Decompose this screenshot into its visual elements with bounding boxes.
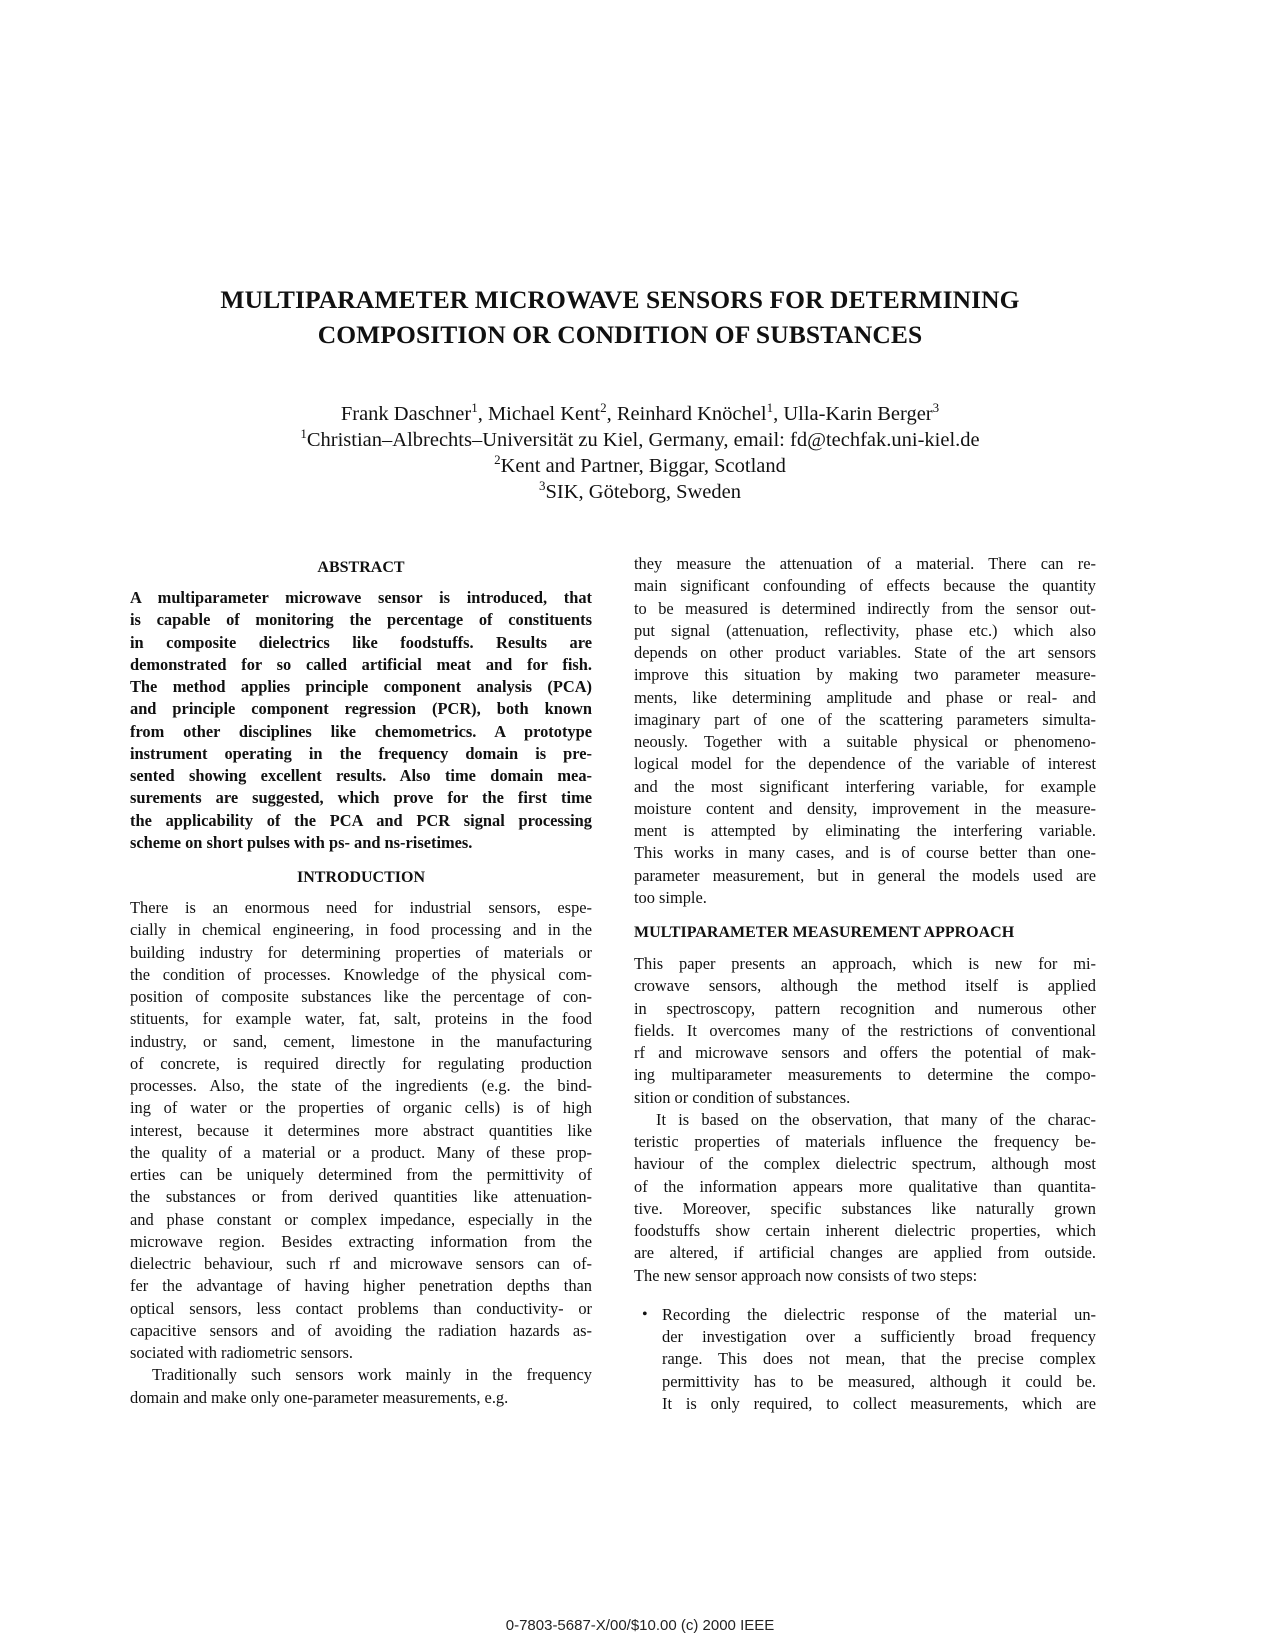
text-line: in spectroscopy, pattern recognition and numerous other — [634, 998, 1096, 1018]
text-line: sition or condition of substances. — [634, 1087, 851, 1107]
text-line: processes. Also, the state of the ingredients (e.g. the bind- — [130, 1076, 592, 1095]
affiliation-3 — [140, 479, 1140, 505]
text-line: sented showing excellent results. Also time domain mea- — [130, 766, 592, 785]
approach-paragraph-2 — [634, 1109, 1096, 1287]
text-line: crowave sensors, although the method itself is applied — [634, 976, 1096, 996]
text-line: It is only required, to collect measurements, which are — [662, 1393, 1096, 1413]
text-line: is capable of monitoring the percentage of constituents — [130, 610, 592, 630]
text-line: put signal (attenuation, reflectivity, phase etc.) which also — [634, 620, 1096, 640]
author-name: Frank Daschner — [340, 403, 472, 425]
text-line: the applicability of the PCA and PCR signal processing — [130, 810, 592, 830]
affiliation-1 — [140, 427, 1140, 453]
introduction-paragraph-2-continued — [634, 553, 1096, 909]
introduction-heading: INTRODUCTION — [296, 869, 425, 886]
left-column — [130, 560, 592, 1409]
text-line: erties can be uniquely determined from the permittivity of — [130, 1165, 592, 1184]
text-line: from other disciplines like chemometrics. A prototype — [130, 721, 592, 741]
text-line: parameter measurement, but in general the models used are — [634, 865, 1096, 885]
text-line: too simple. — [634, 887, 707, 907]
author-affiliation-mark: 2 — [600, 400, 607, 416]
text-line: ing of water or the properties of organic cells) is of high — [130, 1098, 592, 1118]
affiliation-mark: 3 — [539, 478, 546, 494]
author-name: Michael Kent — [487, 403, 601, 425]
text-line: neously. Together with a suitable physical or phenomeno- — [634, 732, 1096, 751]
text-line: Traditionally such sensors work mainly in the frequency — [152, 1365, 592, 1385]
text-line: There is an enormous need for industrial sensors, espe- — [130, 898, 592, 917]
text-line: the substances or from derived quantities like attenuation- — [130, 1187, 592, 1207]
text-line: domain and make only one-parameter measurements, e.g. — [130, 1387, 509, 1407]
text-line: position of composite substances like the percentage of con- — [130, 987, 592, 1006]
affiliation-mark: 2 — [494, 452, 501, 468]
copyright-footer: 0-7803-5687-X/00/$10.00 (c) 2000 IEEE — [505, 1617, 775, 1634]
text-line: permittivity has to be measured, although it could be. — [662, 1371, 1096, 1391]
text-line: microwave region. Besides extracting information from the — [130, 1231, 592, 1251]
text-line: depends on other product variables. State of the art sensors — [634, 643, 1096, 662]
text-line: haviour of the complex dielectric spectrum, although most — [634, 1154, 1096, 1174]
text-line: dielectric behaviour, such rf and microwave sensors can of- — [130, 1254, 592, 1273]
text-line: the quality of a material or a product. Many of these prop- — [130, 1142, 592, 1162]
text-line: are altered, if artificial changes are applied from outside. — [634, 1243, 1096, 1263]
text-line: tive. Moreover, specific substances like naturally grown — [634, 1198, 1096, 1218]
text-line: logical model for the dependence of the variable of interest — [634, 754, 1096, 774]
text-line: and phase constant or complex impedance, especially in the — [130, 1209, 592, 1229]
text-line: rf and microwave sensors and offers the potential of mak- — [634, 1043, 1096, 1062]
bullet-text — [662, 1304, 1096, 1415]
text-line: scheme on short pulses with ps- and ns-risetimes. — [130, 832, 473, 852]
text-line: This works in many cases, and is of course better than one- — [634, 843, 1096, 863]
abstract-body — [130, 587, 592, 854]
approach-paragraph-1 — [634, 953, 1096, 1109]
title-line-2: COMPOSITION OR CONDITION OF SUBSTANCES — [317, 320, 923, 349]
author-affiliation-mark: 1 — [471, 400, 478, 416]
text-line: ing multiparameter measurements to determine the compo- — [634, 1065, 1096, 1085]
text-line: instrument operating in the frequency domain is pre- — [130, 743, 592, 763]
text-line: der investigation over a sufficiently broad frequency — [662, 1327, 1096, 1346]
text-line: capacitive sensors and of avoiding the radiation hazards as- — [130, 1320, 592, 1340]
author-block — [140, 401, 1140, 505]
text-line: range. This does not mean, that the precise complex — [662, 1349, 1096, 1369]
text-line: to be measured is determined indirectly from the sensor out- — [634, 598, 1096, 618]
text-line: they measure the attenuation of a material. There can re- — [634, 554, 1096, 573]
text-line: This paper presents an approach, which is new for mi- — [634, 954, 1096, 973]
author-separator: , — [477, 403, 488, 425]
text-line: A multiparameter microwave sensor is introduced, that — [130, 588, 592, 607]
text-line: ment is attempted by eliminating the interfering variable. — [634, 821, 1096, 840]
text-line: fer the advantage of having higher penetration depths than — [130, 1276, 592, 1296]
author-name: Ulla-Karin Berger — [783, 403, 933, 425]
introduction-paragraph-1 — [130, 897, 592, 1364]
text-line: demonstrated for so called artificial meat and for fish. — [130, 654, 592, 674]
author-affiliation-mark: 1 — [766, 400, 774, 416]
abstract-heading: ABSTRACT — [317, 559, 405, 576]
text-line: and the most significant interfering variable, for example — [634, 776, 1096, 796]
approach-heading: MULTIPARAMETER MEASUREMENT APPROACH — [634, 924, 1015, 941]
text-line: sociated with radiometric sensors. — [130, 1343, 354, 1362]
author-affiliation-mark: 3 — [932, 400, 940, 416]
affiliation-text: SIK, Göteborg, Sweden — [545, 481, 741, 503]
text-line: Recording the dielectric response of the material un- — [662, 1304, 1096, 1324]
text-line: of concrete, is required directly for regulating production — [130, 1053, 592, 1073]
text-line: foodstuffs show certain inherent dielectric properties, which — [634, 1221, 1096, 1240]
text-line: in composite dielectrics like foodstuffs. Results are — [130, 632, 592, 652]
author-separator: , — [773, 403, 784, 425]
text-line: moisture content and density, improvement in the measure- — [634, 798, 1096, 818]
text-line: surements are suggested, which prove for the first time — [130, 788, 592, 808]
author-name: Reinhard Knöchel — [616, 403, 767, 425]
text-line: The new sensor approach now consists of two steps: — [634, 1265, 978, 1285]
text-line: and principle component regression (PCR), both known — [130, 699, 592, 719]
affiliation-text: Christian–Albrechts–Universität zu Kiel, Germany, email: fd@techfak.uni-kiel.de — [306, 429, 980, 451]
paper-title — [120, 282, 1120, 352]
text-line: It is based on the observation, that many of the charac- — [656, 1109, 1096, 1129]
text-line: building industry for determining properties of materials or — [130, 942, 592, 962]
bullet-icon: • — [642, 1305, 648, 1323]
text-line: ments, like determining amplitude and phase or real- and — [634, 687, 1096, 707]
title-line-1: MULTIPARAMETER MICROWAVE SENSORS FOR DETERMINING — [220, 285, 1020, 314]
affiliation-text: Kent and Partner, Biggar, Scotland — [500, 455, 786, 477]
text-line: industry, or sand, cement, limestone in the manufacturing — [130, 1031, 592, 1051]
right-column — [634, 553, 1096, 1415]
text-line: teristic properties of materials influence the frequency be- — [634, 1132, 1096, 1151]
text-line: interest, because it determines more abstract quantities like — [130, 1120, 592, 1140]
text-line: main significant confounding of effects because the quantity — [634, 576, 1096, 596]
text-line: stituents, for example water, fat, salt, proteins in the food — [130, 1009, 592, 1029]
affiliation-2 — [140, 453, 1140, 479]
text-line: imaginary part of one of the scattering parameters simulta- — [634, 709, 1096, 729]
approach-bullet-item — [634, 1304, 1096, 1415]
author-names — [140, 401, 1140, 427]
affiliation-mark: 1 — [300, 426, 307, 442]
author-separator: , — [606, 403, 617, 425]
text-line: improve this situation by making two parameter measure- — [634, 665, 1096, 685]
text-line: cially in chemical engineering, in food processing and in the — [130, 920, 592, 940]
text-line: fields. It overcomes many of the restrictions of conventional — [634, 1020, 1096, 1040]
text-line: The method applies principle component analysis (PCA) — [130, 677, 592, 696]
text-line: optical sensors, less contact problems than conductivity- or — [130, 1298, 592, 1318]
text-line: the condition of processes. Knowledge of the physical com- — [130, 964, 592, 984]
introduction-paragraph-2 — [130, 1364, 592, 1409]
text-line: of the information appears more qualitative than quantita- — [634, 1176, 1096, 1196]
